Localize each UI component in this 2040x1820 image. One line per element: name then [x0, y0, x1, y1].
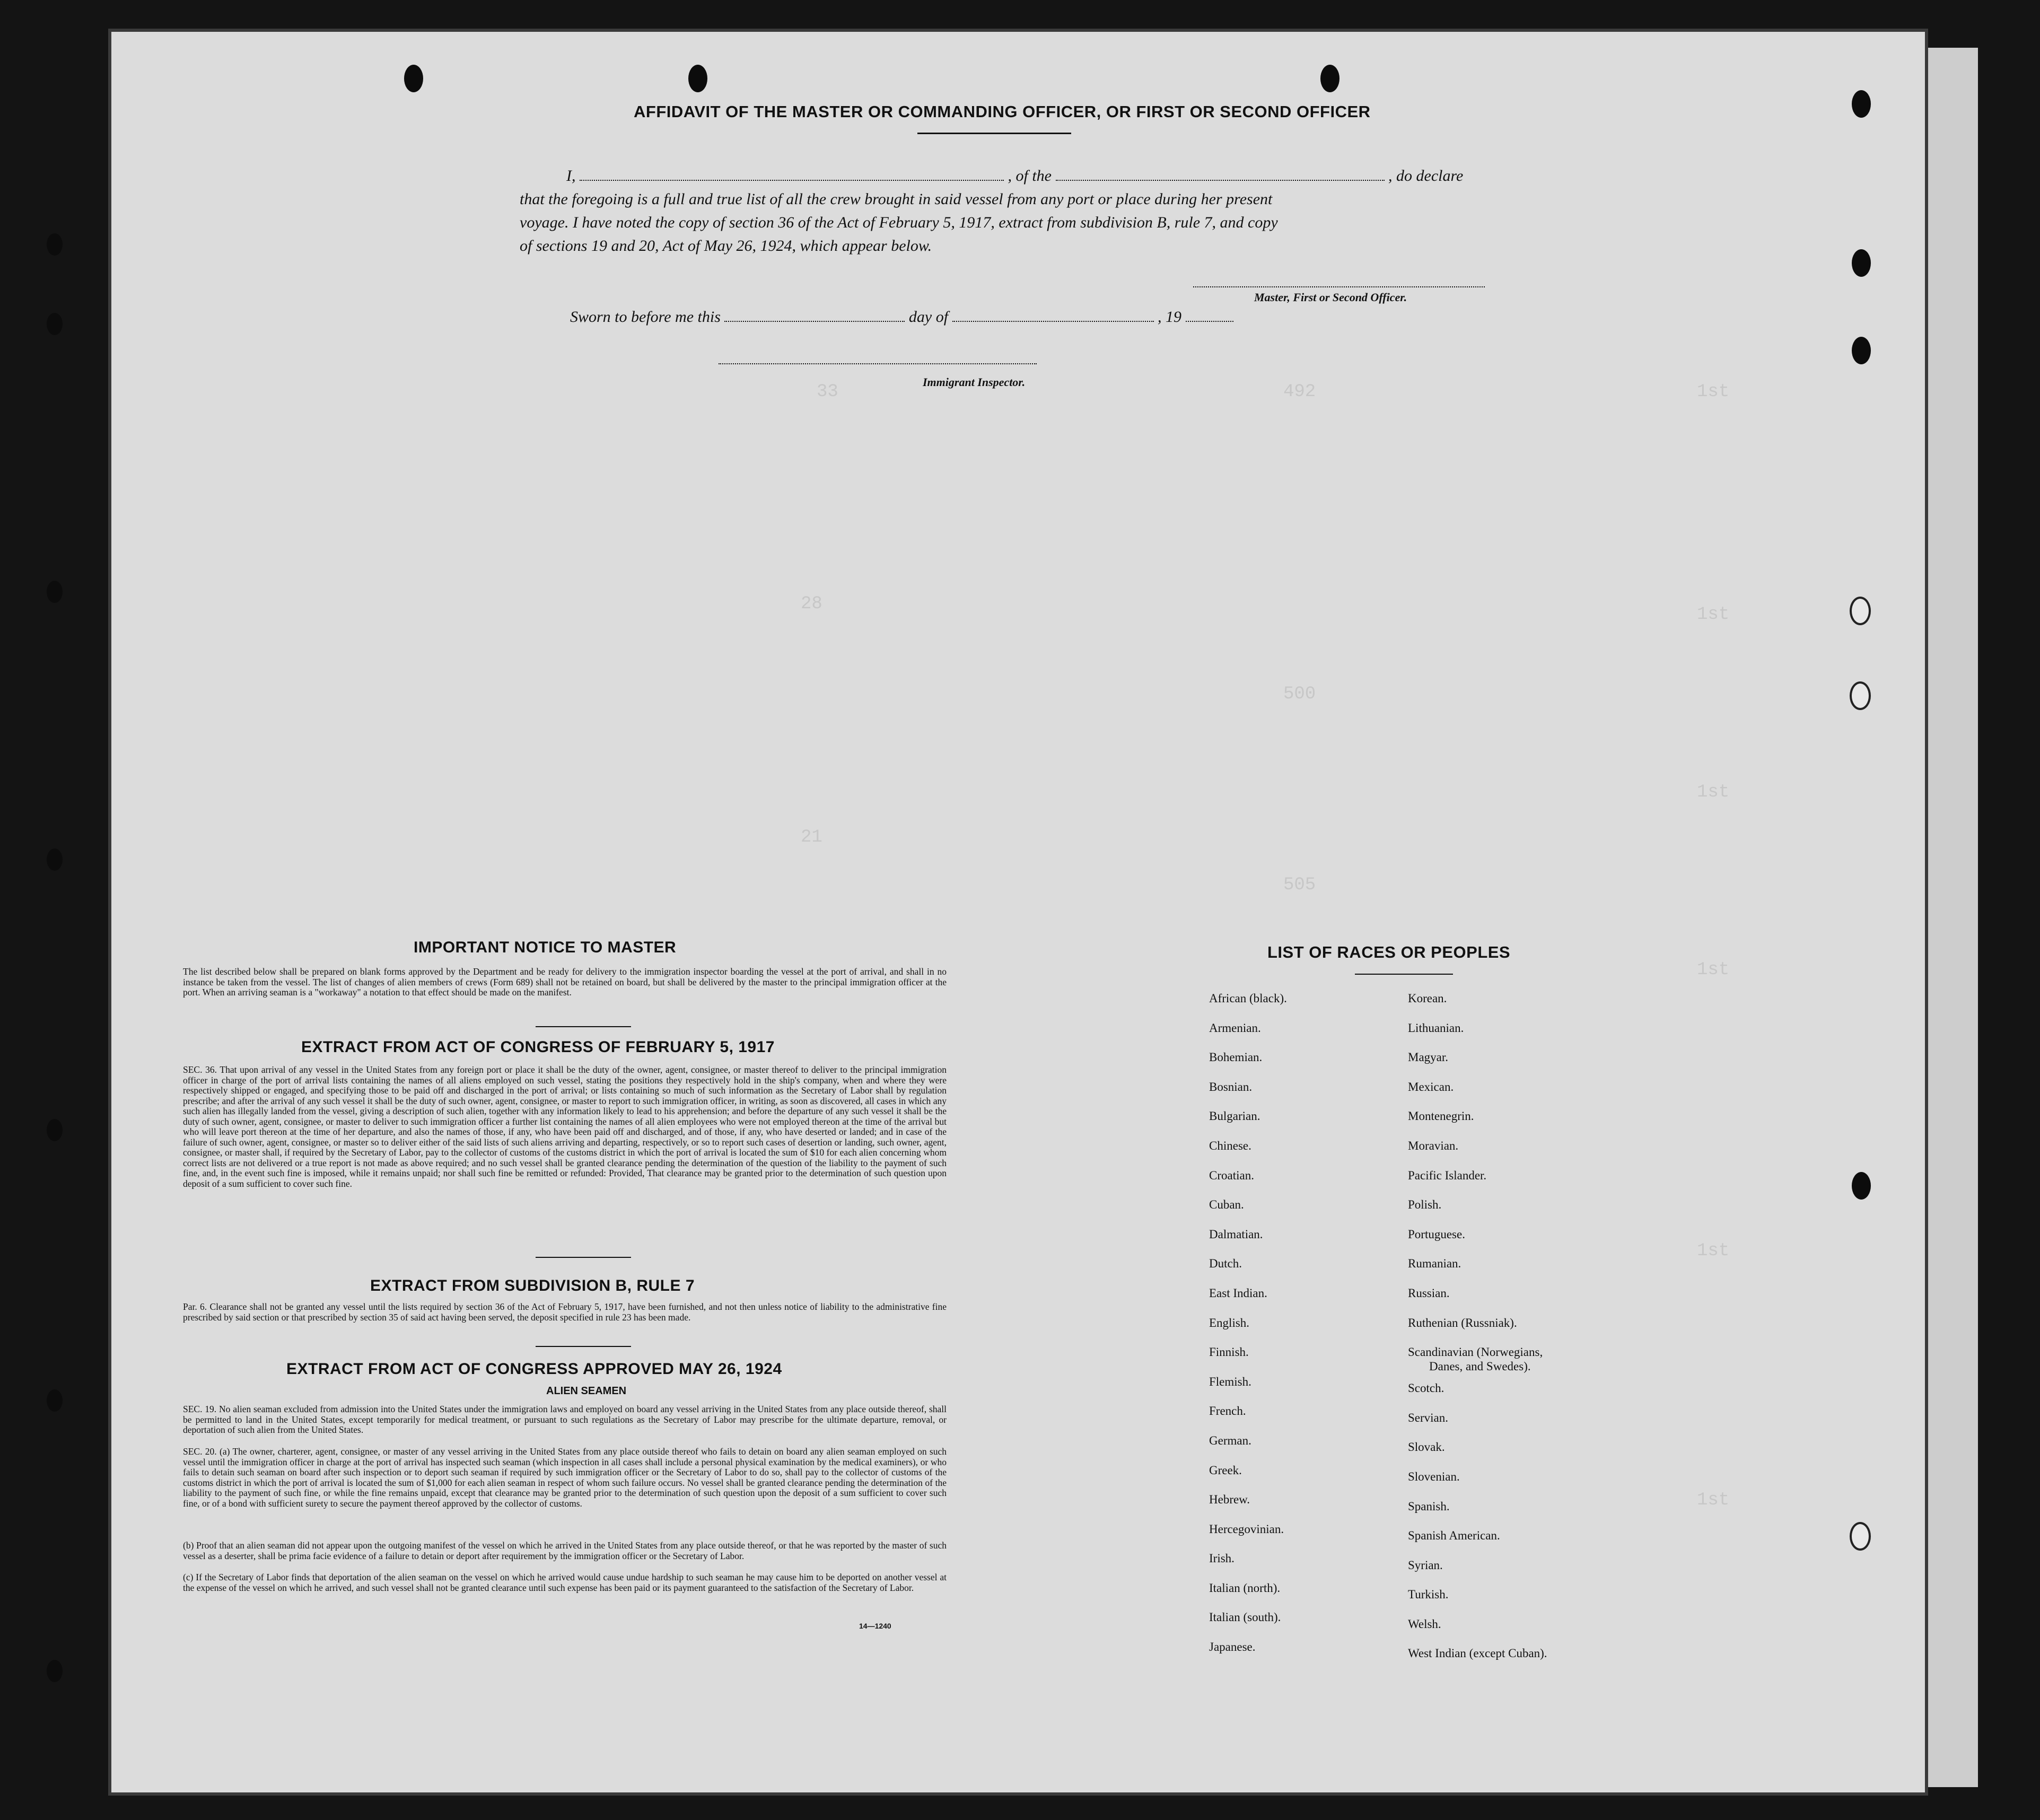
race-item: Korean.: [1408, 992, 1447, 1005]
bleed-through-row: 1st: [1697, 605, 1730, 625]
race-item: English.: [1209, 1316, 1250, 1329]
sworn-label: Sworn to before me this: [570, 308, 721, 326]
bleed-through-row: 500: [1283, 684, 1316, 704]
race-item: Chinese.: [1209, 1139, 1251, 1152]
binder-hole: [47, 313, 63, 335]
sworn-month-blank[interactable]: [952, 321, 1154, 322]
do-declare-label: , do declare: [1388, 167, 1464, 185]
form-number: 14—1240: [859, 1622, 891, 1630]
sec20-text: SEC. 20. (a) The owner, charterer, agent, consignee, or master of any vessel arriving in the United States from any place outside thereof who fails to detain on board any alien seaman employed on such vessel until the immigration officer in charge at the port of arrival has inspected such seaman (which inspection in all cases shall include a personal physical examination by the medical examiners), or who fails to detain such seaman on board after such inspection or to deport such seaman if required by such immigration officer or the Secretary of Labor to do so, shall pay to the collector of customs of the customs district in which the port of arrival is located the sum of $1,000 for each alien seaman in respect of whom such failure occurs. No vessel shall be granted clearance pending the determination of the liability to the payment of such fine, or while the fine remains unpaid, except that clearance may be granted prior to the determination of such question upon the deposit of a sum sufficient to cover such fine, or of a bond with sufficient surety to secure the payment thereof approved by the collector of customs.: [183, 1446, 947, 1509]
sworn-day-blank[interactable]: [724, 321, 905, 322]
binder-hole: [1852, 337, 1871, 364]
binder-hole: [47, 233, 63, 256]
notice-text: The list described below shall be prepared on blank forms approved by the Department and be ready for delivery to the immigration inspector boarding the vessel at the port of arrival, and shall in no instance be taken from the vessel. The list of changes of alien members of crews (Form 689) shall not be retained on board, but shall be delivered by the master to the principal immigration officer at the port. When an arriving seaman is a "workaway" a notation to that effect should be made on the manifest.: [183, 966, 947, 998]
binder-hole: [1850, 1522, 1871, 1551]
race-item: Hebrew.: [1209, 1493, 1250, 1507]
notice-title: IMPORTANT NOTICE TO MASTER: [414, 939, 677, 956]
bleed-through-row: 1st: [1697, 382, 1730, 402]
binder-hole: [47, 1660, 63, 1682]
manifest-page: [111, 32, 1925, 1792]
race-item: Moravian.: [1408, 1139, 1459, 1152]
sworn-line: [570, 305, 1233, 329]
race-item: East Indian.: [1209, 1286, 1267, 1300]
sec20b-text: (b) Proof that an alien seaman did not appear upon the outgoing manifest of the vessel on which he arrived in the United States from any place outside thereof, or that he was reported by the master of such vessel as a deserter, shall be prima facie evidence of a failure to detain or deport after requirement by the immigration officer or the Secretary of Labor.: [183, 1540, 947, 1561]
sec20c-text: (c) If the Secretary of Labor finds that deportation of the alien seaman on the vessel on which he arrived would cause undue hardship to such seaman he may cause him to be deported on another vessel at the expense of the vessel on which he arrived, and such vessel shall not be granted clearance until such expense has been paid or its payment guaranteed to the satisfaction of the Secretary of Labor.: [183, 1572, 947, 1593]
bleed-through-row: 1st: [1697, 782, 1730, 802]
race-item: Montenegrin.: [1408, 1109, 1474, 1123]
binder-hole: [1850, 681, 1871, 710]
race-item: French.: [1209, 1404, 1246, 1418]
binder-hole: [1320, 65, 1339, 92]
master-signature-line[interactable]: [1193, 286, 1485, 287]
bleed-through-row: 505: [1283, 875, 1316, 895]
race-item: Welsh.: [1408, 1617, 1441, 1631]
affidavit-line3: voyage. I have noted the copy of section 36 of the Act of February 5, 1917, extract from subdivision B, rule 7, and copy: [520, 214, 1278, 231]
race-item: African (black).: [1209, 992, 1287, 1005]
race-item: Russian.: [1408, 1286, 1450, 1300]
race-item: Irish.: [1209, 1552, 1234, 1565]
name-blank[interactable]: [580, 180, 1004, 181]
sworn-year-blank[interactable]: [1186, 321, 1233, 322]
bleed-through-row: 33: [817, 382, 838, 402]
act-1917-title: EXTRACT FROM ACT OF CONGRESS OF FEBRUARY 5, 1917: [301, 1038, 775, 1056]
race-item: Spanish American.: [1408, 1529, 1500, 1543]
race-item: Flemish.: [1209, 1375, 1251, 1388]
affidavit-line1: [566, 164, 1463, 188]
race-item: Finnish.: [1209, 1345, 1249, 1359]
affidavit-title: AFFIDAVIT OF THE MASTER OR COMMANDING OFFICER, OR FIRST OR SECOND OFFICER: [634, 102, 1371, 121]
sec19-text: SEC. 19. No alien seaman excluded from admission into the United States under the immigration laws and employed on board any vessel arriving in the United States from any place outside thereof, shall be permitted to land in the United States, except temporarily for medical treatment, or pursuant to such regulations as the Secretary of Labor may prescribe for the ultimate departure, removal, or deportation of such alien from the United States.: [183, 1404, 947, 1435]
of-the-label: , of the: [1008, 167, 1052, 185]
vessel-blank[interactable]: [1056, 180, 1385, 181]
binder-hole: [688, 65, 707, 92]
race-item: Spanish.: [1408, 1499, 1450, 1513]
title-rule: [917, 133, 1071, 134]
bleed-through-row: 28: [801, 594, 822, 614]
race-item: Magyar.: [1408, 1051, 1449, 1064]
section-rule: [536, 1257, 631, 1258]
bleed-through-row: 21: [801, 827, 822, 847]
alien-seamen-subtitle: ALIEN SEAMEN: [546, 1385, 627, 1397]
i-label: I,: [566, 167, 576, 185]
day-of-label: day of: [908, 308, 949, 326]
race-item: Lithuanian.: [1408, 1021, 1464, 1035]
race-item: German.: [1209, 1433, 1251, 1447]
master-signature-label: Master, First or Second Officer.: [1254, 291, 1407, 304]
race-item: Slovak.: [1408, 1440, 1445, 1454]
race-item: Japanese.: [1209, 1640, 1256, 1654]
race-item: Turkish.: [1408, 1588, 1449, 1602]
inspector-signature-line[interactable]: [719, 363, 1037, 364]
race-item: Pacific Islander.: [1408, 1168, 1487, 1182]
affidavit-line4: of sections 19 and 20, Act of May 26, 1924, which appear below.: [520, 237, 932, 255]
race-item: Dalmatian.: [1209, 1227, 1263, 1241]
race-item: West Indian (except Cuban).: [1408, 1647, 1547, 1660]
race-item: Hercegovinian.: [1209, 1522, 1284, 1536]
race-item: Bosnian.: [1209, 1080, 1253, 1093]
race-item: Slovenian.: [1408, 1469, 1460, 1483]
race-item: Cuban.: [1209, 1198, 1244, 1212]
races-title-rule: [1355, 974, 1453, 975]
section-rule: [536, 1346, 631, 1347]
race-item: Polish.: [1408, 1198, 1442, 1212]
binder-hole: [47, 1389, 63, 1412]
race-item: Rumanian.: [1408, 1257, 1461, 1271]
race-item: Croatian.: [1209, 1168, 1254, 1182]
race-item: Scandinavian (Norwegians,: [1408, 1345, 1543, 1359]
race-item: Mexican.: [1408, 1080, 1454, 1093]
race-item: Danes, and Swedes).: [1429, 1360, 1531, 1373]
race-item: Greek.: [1209, 1463, 1242, 1477]
affidavit-line2: that the foregoing is a full and true list of all the crew brought in said vessel from any port or place during her present: [520, 190, 1273, 208]
race-item: Bohemian.: [1209, 1051, 1263, 1064]
binder-hole: [1850, 597, 1871, 625]
bleed-through-row: 1st: [1697, 1490, 1730, 1510]
races-title: LIST OF RACES OR PEOPLES: [1267, 943, 1511, 961]
race-item: Servian.: [1408, 1411, 1449, 1424]
section-rule: [536, 1026, 631, 1027]
binder-hole: [1852, 249, 1871, 277]
race-item: Armenian.: [1209, 1021, 1261, 1035]
binder-hole: [1852, 1172, 1871, 1200]
rule7-text: Par. 6. Clearance shall not be granted any vessel until the lists required by section 36 of the Act of February 5, 1917, have been furnished, and not then unless notice of liability to the administrative fine prescribed by said section or that prescribed by section 35 of said act having been served, the deposit specified in rule 23 has been made.: [183, 1301, 947, 1323]
race-item: Syrian.: [1408, 1558, 1443, 1572]
bleed-through-row: 492: [1283, 382, 1316, 402]
races-column-1: [1209, 984, 1287, 1662]
race-item: Dutch.: [1209, 1257, 1242, 1271]
binder-hole: [1852, 90, 1871, 118]
race-item: Scotch.: [1408, 1381, 1444, 1395]
races-column-2: [1408, 984, 1547, 1668]
race-item: Portuguese.: [1408, 1227, 1465, 1241]
race-item: Ruthenian (Russniak).: [1408, 1316, 1517, 1329]
act-1917-text: SEC. 36. That upon arrival of any vessel in the United States from any foreign port or place it shall be the duty of the owner, agent, consignee, or master thereof to deliver to the principal immigration officer in charge of the port of arrival lists containing the names of all aliens employed on such vessel, stating the positions they respectively hold in the ship's company, when and where they were respectively shipped or engaged, and specifying those to be paid off and discharged in the port of arrival; or lists containing so much of such information as the Secretary of Labor shall by regulation prescribe; and after the arrival of any such vessel it shall be the duty of such owner, agent, consignee, or master to report to such immigration officer, in writing, as soon as discovered, all cases in which any such alien has illegally landed from the vessel, giving a description of such alien, together with any information likely to lead to his apprehension; and before the departure of any such vessel it shall be the duty of such owner, agent, consignee, or master to deliver to such immigration officer a further list containing the names of all alien employees who were not employed thereon at the time of the arrival but who will leave port thereon at the time of her departure, and also the names of those, if any, who have been paid off and discharged, and of those, if any, who have deserted or landed; and in case of the failure of such owner, agent, consignee, or master so to deliver either of the said lists of such aliens arriving and departing, respectively, or so to report such cases of desertion or landing, such owner, agent, consignee, or master shall, if required by the Secretary of Labor, pay to the collector of customs of the customs district in which the port of arrival is located the sum of $10 for each alien concerning whom correct lists are not delivered or a true report is not made as above required; and no such vessel shall be granted clearance pending the determination of the question of the liability to the payment of such fine, and, in the event such fine is imposed, while it remains unpaid; nor shall such fine be remitted or refunded: Provided, That clearance may be granted prior to the determination of such question upon deposit of a sum sufficient to cover such fine.: [183, 1064, 947, 1189]
binder-hole: [47, 581, 63, 603]
year-label: , 19: [1158, 308, 1182, 326]
inspector-signature-label: Immigrant Inspector.: [923, 375, 1026, 389]
race-item: Italian (south).: [1209, 1611, 1281, 1624]
bleed-through-row: 1st: [1697, 960, 1730, 980]
race-item: Italian (north).: [1209, 1581, 1281, 1595]
binder-hole: [47, 1119, 63, 1141]
race-item: Bulgarian.: [1209, 1109, 1260, 1123]
binder-hole: [47, 848, 63, 871]
act-1924-title: EXTRACT FROM ACT OF CONGRESS APPROVED MAY 26, 1924: [286, 1360, 782, 1378]
bleed-through-row: [1750, 1633, 1776, 1659]
binder-hole: [404, 65, 423, 92]
rule7-title: EXTRACT FROM SUBDIVISION B, RULE 7: [370, 1277, 695, 1294]
bleed-through-row: 1st: [1697, 1241, 1730, 1261]
